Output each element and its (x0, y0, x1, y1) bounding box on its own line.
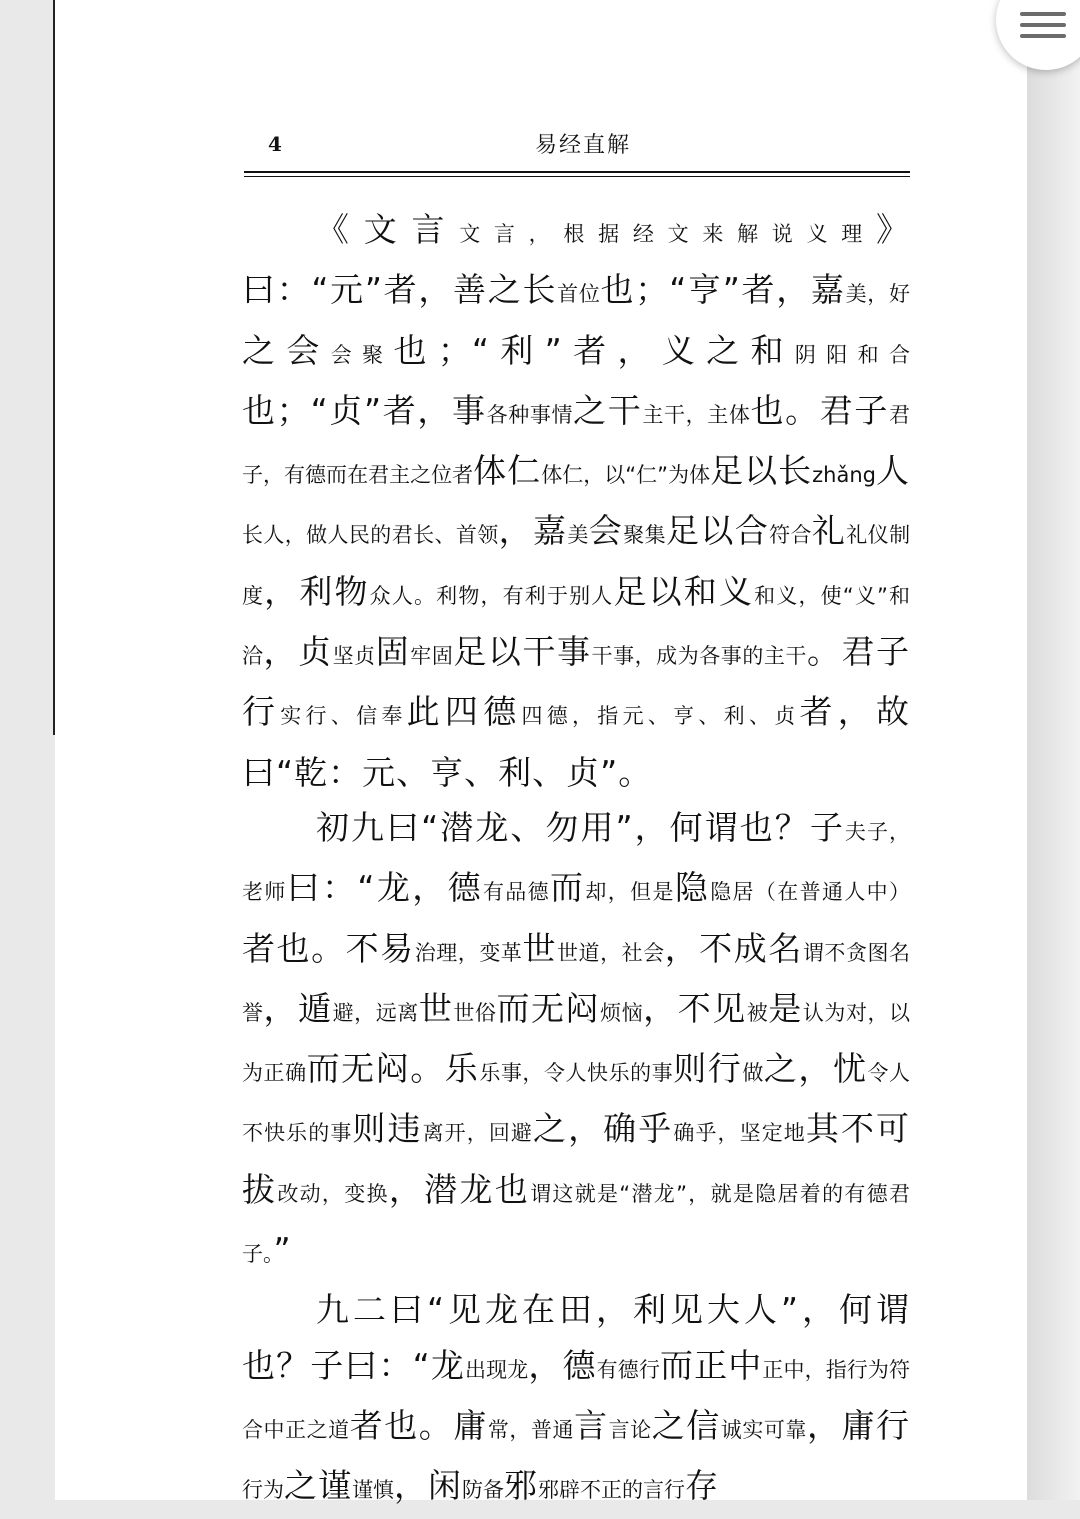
inline-annotation: 君子，有德而在君主之位者 (242, 402, 911, 488)
header-rule (244, 171, 910, 173)
main-text: 也；“利”者，义之和 (393, 330, 795, 370)
inline-annotation: 阴阳和合 (794, 342, 911, 367)
inline-annotation: 防备 (462, 1478, 504, 1503)
inline-annotation: 却，但是 (585, 880, 675, 905)
main-text: 之会 (242, 330, 331, 370)
main-text: ，嘉 (498, 511, 568, 551)
inline-annotation: 会聚 (330, 342, 394, 367)
inline-annotation: 体仁，以“仁”为体 (541, 463, 711, 488)
inline-annotation: zhǎng (812, 463, 876, 488)
main-text: 也；“亨”者，嘉 (600, 270, 846, 310)
main-text: 》曰：“元”者，善之长 (242, 210, 911, 310)
main-text: 之信 (651, 1405, 721, 1445)
inline-annotation: 出现龙 (464, 1357, 529, 1382)
inline-annotation: 有品德 (482, 880, 551, 905)
inline-annotation: 乐事，令人快乐的事 (479, 1061, 674, 1086)
inline-annotation: 令人不快乐的事 (242, 1061, 911, 1146)
main-text: ，闲 (394, 1466, 462, 1506)
main-text: 初九曰“潜龙、勿用”，何谓也？子 (316, 807, 845, 847)
inline-annotation: 和义，使“义”和洽 (242, 583, 911, 669)
inline-annotation: 干事，成为各事的主干 (591, 644, 807, 669)
page-right-shadow (1027, 0, 1080, 1500)
main-text: 也；“贞”者，事 (242, 390, 487, 430)
inline-annotation: 长人，做人民的君长、首领 (242, 523, 499, 548)
inline-annotation: 做 (742, 1061, 764, 1086)
page-number: 4 (268, 132, 282, 156)
main-text: 而无闷 (496, 988, 601, 1028)
inline-annotation: 烦恼 (600, 1000, 644, 1025)
inline-annotation: 世道，社会 (556, 940, 665, 965)
main-text: 而正中 (659, 1345, 763, 1385)
main-text: 隐 (674, 868, 711, 908)
main-text: ，利物 (264, 571, 370, 611)
main-text: 足以长 (710, 451, 813, 491)
inline-annotation: 离开，回避 (422, 1121, 534, 1146)
main-text: 之，忧 (763, 1049, 868, 1089)
main-text: ，庸行 (806, 1405, 911, 1445)
inline-annotation: 牢固 (410, 644, 454, 669)
inline-annotation: 坚贞 (332, 644, 376, 669)
main-text: 足以和义 (613, 571, 755, 611)
main-text: 固 (375, 632, 411, 672)
inline-annotation: 四德，指元、亨、利、贞 (521, 704, 800, 729)
inline-annotation: 隐居（在普通人中） (710, 880, 911, 905)
inline-annotation: 夫子，老师 (242, 819, 910, 905)
main-text: 礼 (811, 511, 847, 551)
main-text: ，德 (528, 1345, 597, 1385)
inline-annotation: 实行、信奉 (280, 704, 407, 729)
main-text: 世 (522, 928, 557, 968)
main-text: 人 (876, 451, 911, 491)
inline-annotation: 治理，变革 (414, 940, 523, 965)
main-text: 《文言 (316, 210, 460, 249)
inline-annotation: 认为对，以为正确 (242, 1000, 911, 1086)
main-text: ，不成名 (664, 928, 803, 968)
inline-annotation: 谨慎 (352, 1478, 394, 1503)
main-text: 会 (588, 511, 624, 551)
hamburger-menu-icon-bar-2 (1020, 23, 1066, 27)
hamburger-menu-icon (1020, 12, 1066, 16)
main-text: 此四德 (406, 692, 522, 732)
header-rule-thin (244, 176, 910, 177)
inline-annotation: 世俗 (453, 1000, 497, 1025)
page-left-edge (53, 0, 55, 735)
main-text: 则违 (352, 1109, 423, 1149)
main-text: 足以合 (665, 511, 770, 551)
main-text: 。君子行 (242, 632, 911, 732)
inline-annotation: 避，远离 (332, 1000, 419, 1025)
main-text: 世 (418, 988, 454, 1028)
main-text: 曰：“龙，德 (286, 868, 483, 908)
body-text (242, 202, 910, 1519)
main-text: 九二曰“见龙在田，利见大人”，何谓也？子曰：“龙 (242, 1290, 910, 1385)
inline-annotation: 有德行 (596, 1357, 660, 1382)
main-text: 也。君子 (750, 390, 890, 430)
main-text: ，贞 (263, 632, 333, 672)
main-text: 言 (574, 1405, 609, 1445)
inline-annotation: 被 (746, 1000, 769, 1025)
running-head: 易经直解 (535, 133, 632, 158)
main-text: 而无闷。乐 (306, 1049, 480, 1089)
main-text: 邪 (504, 1466, 538, 1506)
inline-annotation: 谓不贪图名誉 (242, 940, 911, 1025)
inline-annotation: 礼仪制度 (242, 523, 911, 608)
main-text: 之，确乎 (533, 1109, 674, 1149)
main-text: 者也。不易 (242, 928, 415, 968)
inline-annotation: 符合 (769, 523, 812, 548)
inline-annotation: 聚集 (623, 523, 666, 548)
main-text: 者也。庸 (349, 1405, 488, 1445)
main-text: 之干 (573, 390, 643, 430)
paragraph-jiuer (242, 1282, 910, 1518)
inline-annotation: 行为 (242, 1478, 284, 1503)
inline-annotation: 各种事情 (486, 402, 574, 427)
main-text: 存 (685, 1466, 719, 1506)
inline-annotation: 言论 (608, 1417, 652, 1442)
inline-annotation: 美 (567, 523, 589, 548)
inline-annotation: 诚实可靠 (720, 1417, 807, 1442)
inline-annotation: 确乎，坚定地 (673, 1121, 806, 1146)
hamburger-menu-icon-bar-3 (1020, 34, 1066, 38)
paragraph-chujiu (242, 800, 910, 1282)
main-text: 体仁 (473, 451, 542, 491)
main-text: 足以干事 (453, 632, 592, 672)
inline-annotation: 正中，指行为符合中正之道 (242, 1357, 911, 1442)
inline-annotation: 众人。利物，有利于别人 (369, 583, 614, 608)
inline-annotation: 邪辟不正的言行 (538, 1478, 685, 1503)
inline-annotation: 首位 (557, 282, 601, 307)
inline-annotation: 美，好 (845, 282, 910, 307)
main-text: 其不可拔 (242, 1109, 911, 1209)
main-text: ” (273, 1230, 292, 1270)
paragraph-wenyan (242, 202, 910, 800)
inline-annotation: 常，普通 (487, 1417, 575, 1442)
main-text: ，遁 (263, 988, 333, 1028)
main-text: 之谨 (284, 1466, 352, 1506)
main-text: ，不见 (643, 988, 747, 1028)
inline-annotation: 主干，主体 (642, 402, 751, 427)
inline-annotation: 文言，根据经文来解说义理 (459, 222, 877, 246)
inline-annotation: 改动，变换 (277, 1181, 389, 1206)
main-text: ，潜龙也 (388, 1169, 531, 1209)
inline-annotation: 谓这就是“潜龙”，就是隐居着的有德君子。 (242, 1181, 911, 1267)
main-text: 而 (550, 868, 586, 908)
main-text: 则行 (673, 1049, 743, 1089)
main-text: 是 (768, 988, 803, 1028)
main-text: 者，故曰“乾：元、亨、利、贞”。 (242, 692, 911, 792)
